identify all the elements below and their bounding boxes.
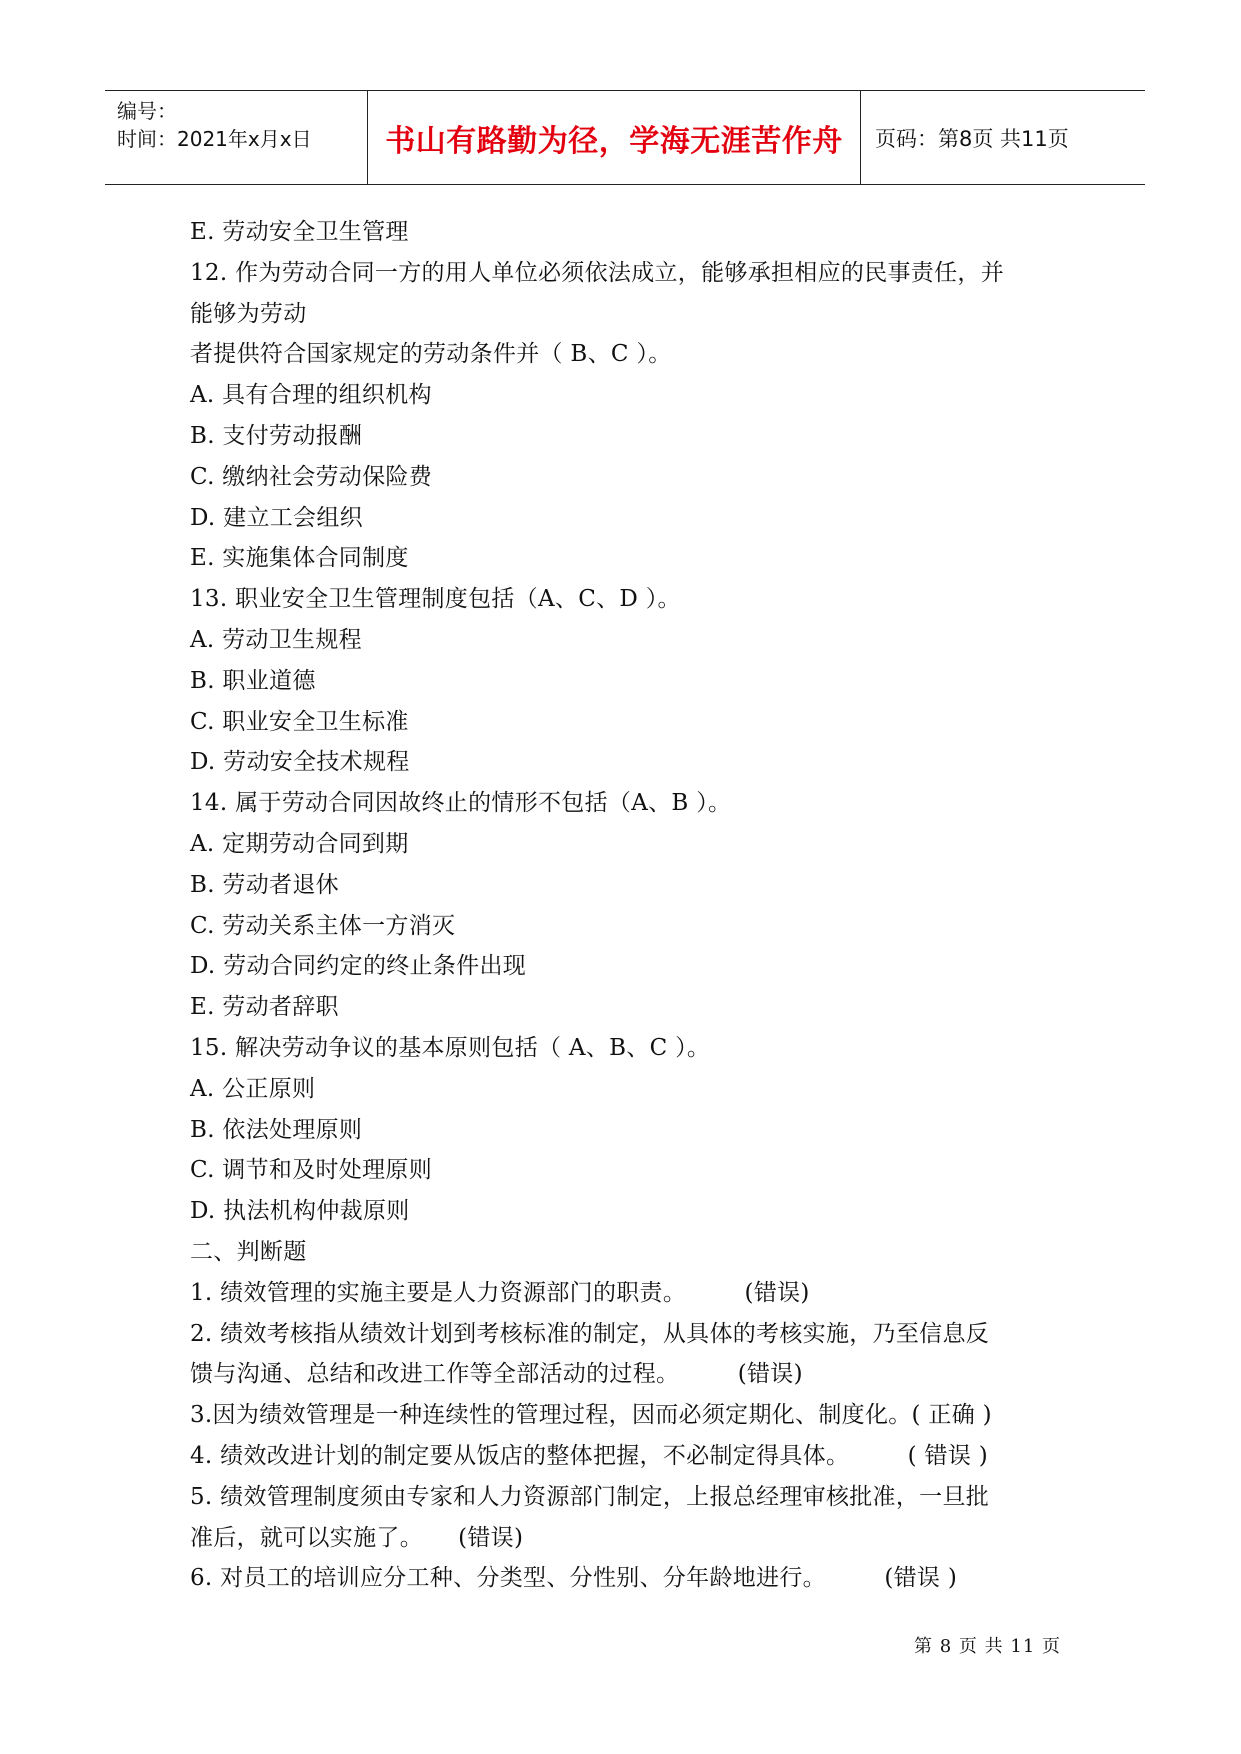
header-page-cell [861, 91, 1145, 184]
text-line: B. 依法处理原则 [190, 1116, 363, 1143]
text-line: B. 支付劳动报酬 [190, 422, 363, 449]
text-line: 2. 绩效考核指从绩效计划到考核标准的制定，从具体的考核实施，乃至信息反 [190, 1320, 990, 1347]
text-line: 12. 作为劳动合同一方的用人单位必须依法成立，能够承担相应的民事责任，并 [190, 259, 1004, 286]
text-line: E. 实施集体合同制度 [190, 545, 409, 572]
text-line: B. 职业道德 [190, 667, 316, 694]
text-line: D. 劳动合同约定的终止条件出现 [190, 953, 527, 980]
text-line: E. 劳动安全卫生管理 [190, 219, 409, 245]
text-line: D. 建立工会组织 [190, 504, 363, 531]
page-number-label: 页码：第8页 共11页 [875, 126, 1069, 151]
text-line: 能够为劳动 [190, 300, 307, 327]
text-line: A. 具有合理的组织机构 [190, 382, 432, 409]
page-header [105, 90, 1145, 185]
text-line: E. 劳动者辞职 [190, 994, 339, 1021]
page-footer: 第 8 页 共 11 页 [914, 1636, 1061, 1657]
header-info-cell [105, 91, 368, 184]
text-line: B. 劳动者退休 [190, 871, 339, 898]
text-line: 13. 职业安全卫生管理制度包括（A、C、D ）。 [190, 586, 681, 613]
text-line: 6. 对员工的培训应分工种、分类型、分性别、分年龄地进行。 (错误 ) [190, 1565, 958, 1592]
text-line: 馈与沟通、总结和改进工作等全部活动的过程。 (错误) [190, 1361, 803, 1388]
text-line: 3.因为绩效管理是一种连续性的管理过程，因而必须定期化、制度化。( 正确 ) [190, 1402, 992, 1429]
text-line: A. 公正原则 [190, 1075, 316, 1102]
number-label: 编号： [117, 99, 177, 123]
time-label: 时间：2021年x月x日 [117, 127, 312, 151]
text-line: 14. 属于劳动合同因故终止的情形不包括（A、B ）。 [190, 790, 732, 817]
text-line: 15. 解决劳动争议的基本原则包括（ A、B、C ）。 [190, 1034, 711, 1061]
text-line: D. 执法机构仲裁原则 [190, 1198, 410, 1225]
text-line: A. 定期劳动合同到期 [190, 830, 409, 857]
text-line: 4. 绩效改进计划的制定要从饭店的整体把握，不必制定得具体。 ( 错误 ) [190, 1442, 989, 1469]
text-line: 准后，就可以实施了。 (错误) [190, 1524, 524, 1551]
text-line: C. 缴纳社会劳动保险费 [190, 463, 433, 490]
text-line: C. 调节和及时处理原则 [190, 1157, 433, 1184]
document-body [190, 212, 1070, 1599]
header-motto-cell [368, 91, 861, 184]
text-line: C. 劳动关系主体一方消灭 [190, 912, 456, 939]
text-line: 1. 绩效管理的实施主要是人力资源部门的职责。 (错误) [190, 1279, 810, 1306]
section-heading: 二、判断题 [190, 1238, 307, 1265]
text-line: 5. 绩效管理制度须由专家和人力资源部门制定，上报总经理审核批准，一旦批 [190, 1483, 990, 1510]
text-line: 者提供符合国家规定的劳动条件并（ B、C ）。 [190, 341, 672, 368]
text-line: C. 职业安全卫生标准 [190, 708, 409, 735]
text-line: D. 劳动安全技术规程 [190, 749, 410, 776]
text-line: A. 劳动卫生规程 [190, 626, 362, 653]
motto-text: 书山有路勤为径，学海无涯苦作舟 [385, 123, 843, 159]
